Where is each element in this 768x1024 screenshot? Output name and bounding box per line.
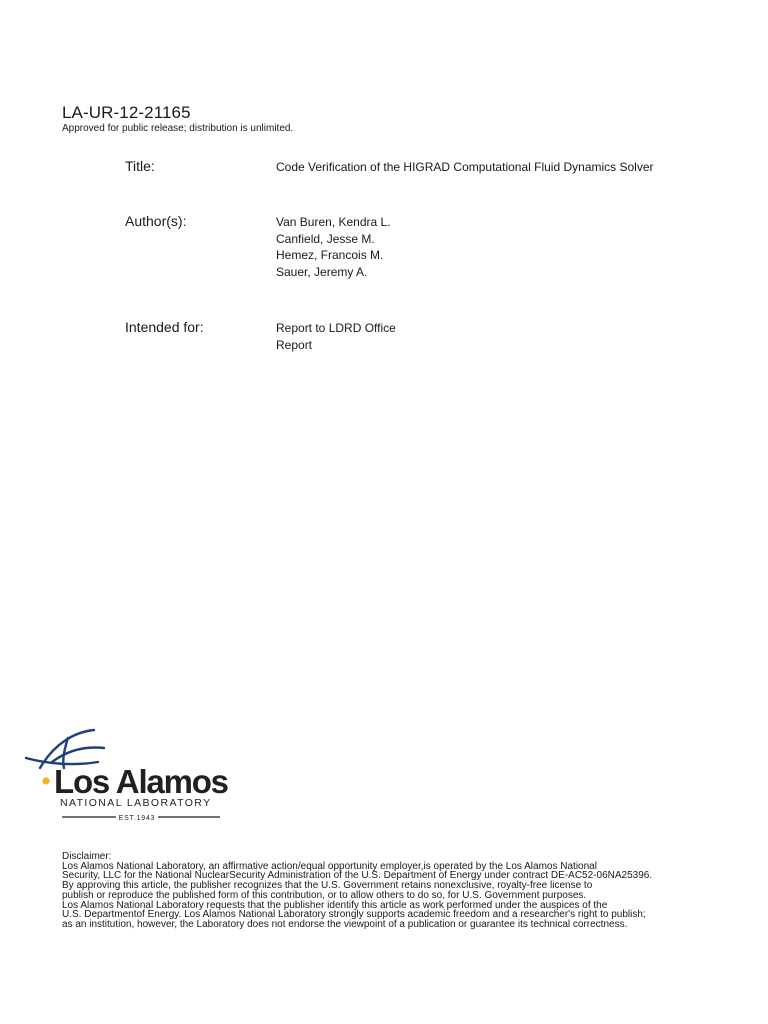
disclaimer-line: Security, LLC for the National NuclearSecurity Administration of the U.S. Department of Energy under contract DE-AC52-06NA25396. — [62, 870, 653, 882]
intended-item: Report to LDRD Office — [276, 321, 396, 335]
author-item: Sauer, Jeremy A. — [276, 265, 368, 280]
logo-name: Los Alamos — [54, 763, 228, 800]
disclaimer-line: Los Alamos National Laboratory requests that the publisher identify this article as work performed under the auspices of the — [62, 899, 608, 911]
title-value — [276, 159, 654, 176]
report-number: LA-UR-12-21165 — [62, 103, 191, 122]
logo-established: EST.1943 — [118, 815, 156, 822]
authors-list — [276, 214, 391, 281]
intended-label: Intended for: — [125, 319, 204, 335]
logo-subtitle: NATIONAL LABORATORY — [60, 797, 212, 809]
intended-item: Report — [276, 337, 313, 352]
disclaimer — [62, 852, 702, 930]
disclaimer-line: Los Alamos National Laboratory, an affirmative action/equal opportunity employer,is operated by the Los Alamos National — [62, 860, 597, 872]
logo-dot-icon — [42, 777, 49, 784]
author-item: Van Buren, Kendra L. — [276, 215, 391, 229]
intended-list — [276, 320, 396, 353]
title-text: Code Verification of the HIGRAD Computational Fluid Dynamics Solver — [276, 160, 654, 174]
disclaimer-line: U.S. Departmentof Energy. Los Alamos National Laboratory strongly supports academic freedom and a researcher's right to publish; — [62, 909, 646, 921]
author-item: Canfield, Jesse M. — [276, 231, 375, 246]
author-item: Hemez, Francois M. — [276, 248, 384, 263]
disclaimer-line: publish or reproduce the published form of this contribution, or to allow others to do so, for U.S. Government purposes. — [62, 889, 587, 901]
authors-label: Author(s): — [125, 213, 187, 229]
title-label: Title: — [125, 158, 155, 174]
los-alamos-logo — [24, 724, 234, 824]
disclaimer-line: By approving this article, the publisher recognizes that the U.S. Government retains nonexclusive, royalty-free license to — [62, 880, 593, 892]
disclaimer-line: as an institution, however, the Laboratory does not endorse the viewpoint of a publication or guarantee its technical correctness. — [62, 918, 628, 930]
disclaimer-heading: Disclaimer: — [62, 851, 112, 862]
release-note: Approved for public release; distribution is unlimited. — [62, 123, 294, 134]
